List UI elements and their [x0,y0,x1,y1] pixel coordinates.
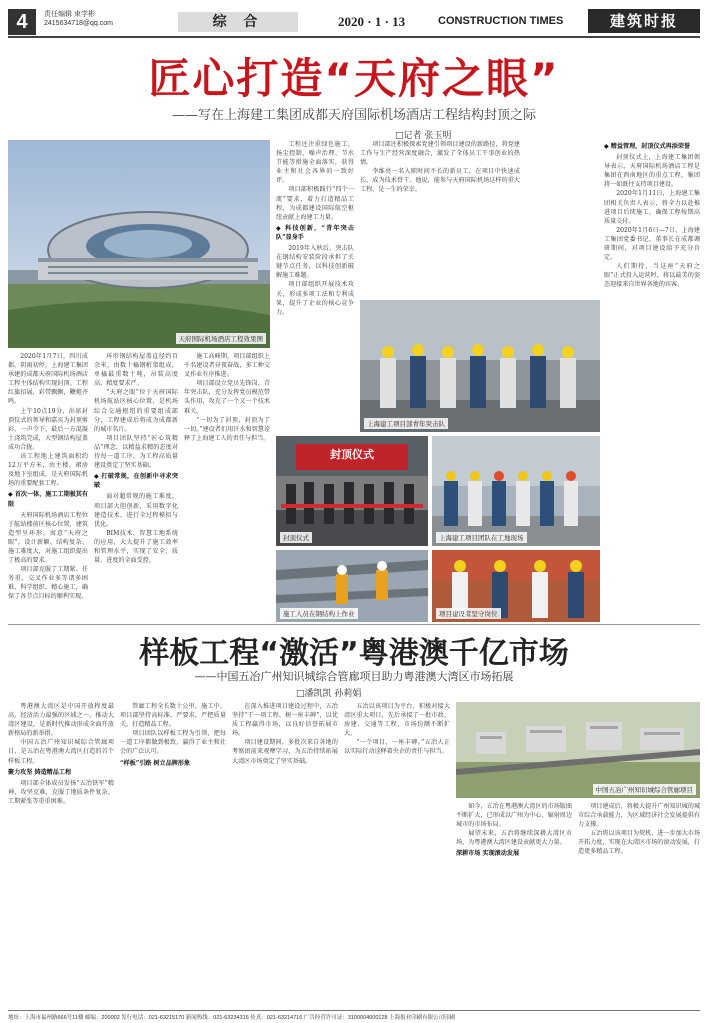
section-subheading: ◆ 首次一体，施工工期极其有限 [8,491,88,508]
article1-column-2 [94,352,178,620]
paragraph: 如今，五冶在粤港澳大湾区的市场版图不断扩大，已形成以广州为中心、辐射周边城市的市场布局。 [456,803,572,829]
workers-photo [432,550,600,622]
paragraph: 管廊工程全长数十公里，施工中，项目部坚持高标准、严要求，严把质量关，打造精品工程。 [120,703,226,729]
paragraph: 粤港澳大湾区是中国开放程度最高、经济活力最强的区域之一。推动大湾区建设，是新时代推动形成全面开放新格局的新举措。 [8,703,114,738]
youth-team-photo [360,300,600,432]
article2-column-4 [344,702,450,1006]
paragraph: 项目部克服了工期紧、任务重、交叉作业多等诸多困难，科学组织、精心施工，确保了各节点目标的顺利实现。 [8,566,88,601]
article2-column-3 [232,702,338,1006]
editor-name: 责任编辑 束学彬 [44,11,95,18]
paragraph: 展望未来，五冶将继续深耕大湾区市场，为粤港澳大湾区建设贡献更大力量。 [456,830,572,847]
paragraph: 施工高峰期，项目部组织上千名建设者昼夜奋战，多工种交叉作业有序推进。 [184,353,270,379]
paragraph: 五冶以该项目为平台，积极对接大湾区重大项目，先后承接了一批市政、房建、交通等工程，市场份额不断扩大。 [344,703,450,738]
paragraph: 2020年1月7日，四川成都。阴雨初停，上海建工集团承建的成都天府国际机场酒店工程主体结构实现封顶。工程红旗招展，彩带飘飘，鞭炮齐鸣。 [8,353,88,406]
paragraph: 五冶将以该项目为契机，进一步加大市场开拓力度，实现在大湾区市场的滚动发展，打造更多精品工程。 [578,830,700,856]
paragraph: 上午10点19分，出席封顶仪式的领导和嘉宾为封顶剪彩，一声令下，最后一方混凝土浇筑完成，大型钢结构屋盖成功合拢。 [8,407,88,451]
paragraph: 该工程地上建筑面积约12万平方米，由主楼、裙房及地下室组成，是天府国际机场的重要配套工程。 [8,453,88,488]
paragraph: 项目部还积极探索党建引领项目建设的新路径，将党建工作与生产经营深度融合，激发了全体员工干事创业的热情。 [360,141,520,167]
paragraph: 项目团队以样板工程为引领，把每一道工序都做到极致，赢得了业主和社会的广泛认可。 [120,730,226,756]
paragraph: 李维亮一名入职时间不长的新员工，在项目中快速成长，成为技术骨干。他说，能参与天府国际机场这样的重大工程，是一生的荣幸。 [360,168,520,194]
article1-column-1 [8,352,88,620]
page-footer: 地址：上海市福州路666号11楼 邮编：200002 发行电话：021-63215170 新闻热线：021-63234316 传真：021-63214716 广告经营许可证：3100004000128 上海报业印刷有限公司印刷 [8,1010,700,1021]
section-subheading: ◆ 精益管理，封顶仪式再添荣誉 [604,143,691,150]
article1-column-3 [184,352,270,620]
article2-column-1 [8,702,114,1006]
article1-byline: □记者 张玉明 [395,131,452,141]
article1-subtitle: ——写在上海建工集团成都天府国际机场酒店工程结构封顶之际 [171,108,536,123]
hotel-rendering-illustration [8,140,270,348]
page-number: 4 [8,9,36,35]
paragraph: 项目团队坚持“匠心筑精品”理念，以精益求精的态度对待每一道工序，为工程高质量建设奠定了坚实基础。 [94,434,178,470]
page-header [8,6,700,38]
paragraph: 项目建设期间，多批次来自各地的考察团前来观摩学习，为五冶持续拓展大湾区市场奠定了坚实基础。 [232,739,338,765]
section-subheading: 聚力攻坚 铸造精品工程 [8,768,72,776]
section-name: 综 合 [178,12,298,32]
section-subheading: “样板”引路 树立品牌形象 [120,759,191,767]
utility-tunnel-photo [456,702,700,798]
paragraph: 工程还注重绿色施工，扬尘控制、噪声治理、节水节能等措施全面落实，获得业主和社会各界的一致好评。 [276,141,354,185]
photo-caption: 施工人员在钢结构上作业 [280,608,358,619]
editor-email: 2415634718@qq.com [44,20,113,27]
paper-english-name: CONSTRUCTION TIMES [438,15,564,27]
photo-caption: 封顶仪式 [280,532,312,543]
paragraph: 在深入推进项目建设过程中，五冶坚持“干一项工程、树一座丰碑”，以优质工程赢得市场，以良好信誉拓展市场。 [232,703,338,738]
paragraph: 项目部全体成员发扬“五冶铁军”精神，攻坚克难，克服了地质条件复杂、工期紧张等重重困难。 [8,779,114,805]
paragraph: 项目部设立党员先锋岗、青年突击队，充分发挥党员模范带头作用，攻克了一个又一个技术难关。 [184,380,270,415]
ceremony-photo [276,436,428,546]
section-subheading: ◆ 科技创新，“青年突击队”显身手 [276,224,354,241]
steel-work-photo [276,550,428,622]
paragraph: 2019年入秋后，突击队在钢结构安装阶段承担了关键节点任务，以科技创新破解施工难题。 [276,245,354,280]
ceremony-banner-text: 封顶仪式 [330,448,374,461]
paragraph: 项目部组织开展技术攻关，形成多项工法和专利成果，提升了企业的核心竞争力。 [276,281,354,316]
article1-column-4 [276,140,354,432]
article1-column-6 [604,140,700,620]
article-divider [8,624,700,625]
paragraph: 人们期待，当这座“天府之眼”正式投入运营时，将以最美的姿态迎接来自世界各地的宾客。 [604,263,700,289]
photo-caption: 上海建工项目部青年突击队 [364,418,448,429]
article2-column-2 [120,702,226,1006]
article2-title: 样板工程“激活”粤港澳千亿市场 [139,636,569,671]
section-subheading: ◆ 打破常规，在创新中寻求突破 [94,473,178,490]
section-subheading: 深耕市场 实现滚动发展 [456,850,520,858]
issue-date: 2020 · 1 · 13 [338,14,406,29]
masthead-logo: 建筑时报 [588,9,700,33]
paragraph: 中国五冶广州知识城综合管廊项目，是五冶在粤港澳大湾区打造的首个样板工程。 [8,739,114,765]
paragraph: 环形钢结构屋盖直径约百余米，由数十榀钢桁架组成，单榀最重数十吨，吊装高度高、精度要求严。 [94,353,178,388]
article2-column-6 [578,802,700,1006]
paragraph: “一个项目，一座丰碑。”五冶人正以实际行动诠释着央企的责任与担当。 [344,739,450,756]
hotel-rendering-photo [8,140,270,348]
paragraph: 项目建成后，将极大提升广州知识城的城市综合承载能力，为区域经济社会发展提供有力支撑。 [578,803,700,829]
article2-column-5 [456,802,572,1006]
youth-team-illustration [360,300,600,432]
paragraph: 项目部积极践行“四个一流”要求，着力打造精品工程，为成都建设国际航空枢纽贡献上海建工力量。 [276,186,354,221]
paragraph: 2020年1月11日，上海建工集团相关负责人表示，将全力以赴推进项目后续施工，确保工程按期高质量交付。 [604,190,700,225]
paragraph: BIM技术、智慧工地系统的应用，大大提升了施工效率和管理水平，实现了安全、质量、进度的全面受控。 [94,529,178,565]
article2-subtitle: ——中国五冶广州知识城综合管廊项目助力粤港澳大湾区市场拓展 [194,670,514,683]
paragraph: 天府国际机场酒店工程位于航站楼前区核心位置，建筑造型呈环形，寓意“天府之眼”。设计新颖、结构复杂、施工难度大，对施工组织提出了极高的要求。 [8,511,88,565]
editor-info [44,10,113,28]
project-team-illustration [432,436,600,546]
project-team-photo [432,436,600,546]
photo-caption: 天府国际机场酒店工程效果图 [176,333,267,344]
paragraph: 2020年1月6日—7日，上海建工集团党委书记、董事长在成都调研期间，对项目建设给予充分肯定。 [604,226,700,262]
article1-title: 匠心打造“天府之眼” [148,54,560,103]
photo-caption: 中国五冶广州知识城综合管廊项目 [593,784,697,795]
article2-byline: □潘凯凯 孙莉娟 [296,689,362,699]
photo-caption: 上海建工项目团队在工地现场 [436,532,527,543]
paragraph: 封顶仪式上，上海建工集团领导表示，天府国际机场酒店工程是集团在西南地区的重点工程，集团将一如既往支持项目建设。 [604,154,700,189]
photo-caption: 项目建设者坚守岗位 [436,608,501,619]
paragraph: “天府之眼”位于天府国际机场航站区核心位置，是机场综合交通枢纽的重要组成部分，工程建成后将成为成都新的城市名片。 [94,389,178,433]
paragraph: “一切为了封顶，封顶为了一切。”建设者们用汗水和智慧诠释了上海建工人的责任与担当。 [184,416,270,442]
paragraph: 面对超常规的施工难度，项目部大胆创新，采用数字化建造技术，进行全过程模拟与优化。 [94,493,178,528]
